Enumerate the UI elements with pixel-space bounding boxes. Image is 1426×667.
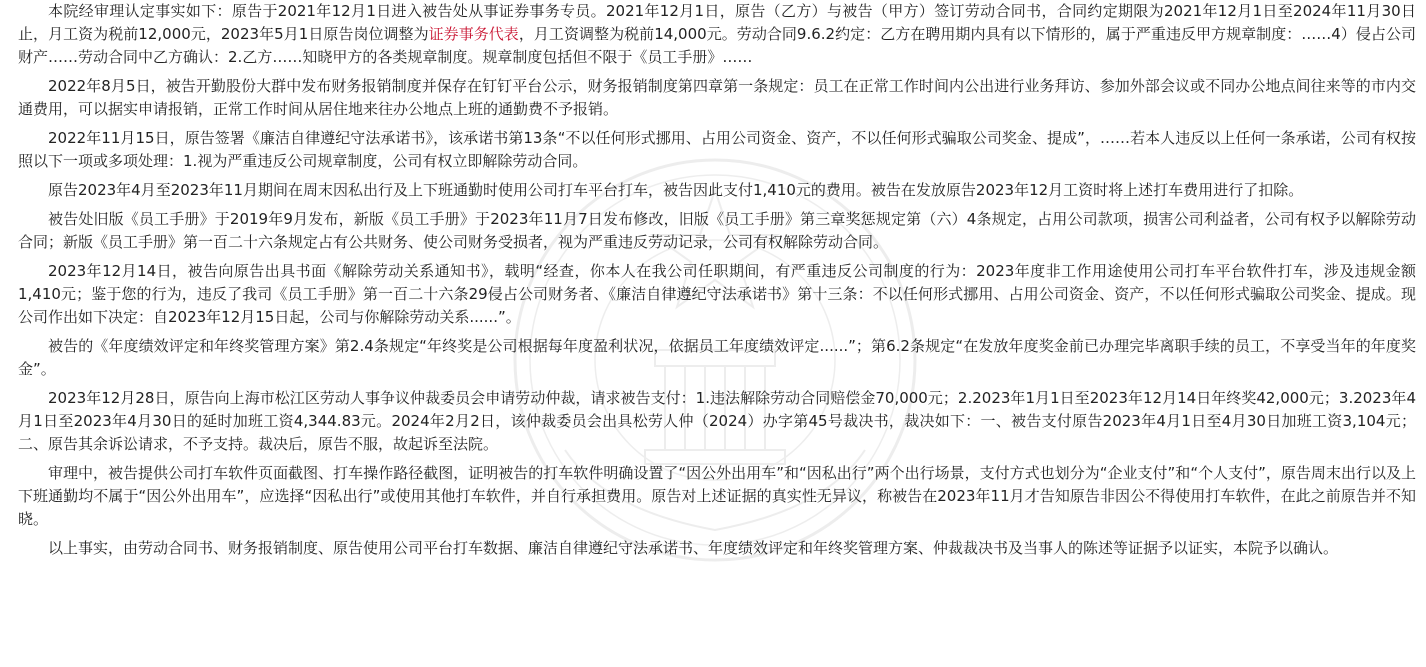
paragraph-employee-handbook: 被告处旧版《员工手册》于2019年9月发布，新版《员工手册》于2023年11月7日发布修改，旧版《员工手册》第三章奖惩规定第（六）4条规定，占用公司款项，损害公司利益者，公司有权予以解除劳动合同；新版《员工手册》第一百二十六条规定占有公共财务、使公司财务受损者，视为严重违反劳动记录，公司有权解除劳动合同。 xyxy=(18,210,1416,251)
paragraph-termination-notice: 2023年12月14日，被告向原告出具书面《解除劳动关系通知书》，载明“经查，你本人在我公司任职期间，有严重违反公司制度的行为：2023年度非工作用途使用公司打车平台软件打车，涉及违规金额1,410元；鉴于您的行为，违反了我司《员工手册》第一百二十六条29侵占公司财务者、《廉洁自律遵纪守法承诺书》第十三条：不以任何形式挪用、占用公司资金、资产，不以任何形式骗取公司奖金、提成。现公司作出如下决定：自2023年12月15日起，公司与你解除劳动关系......”。 xyxy=(18,262,1416,326)
highlighted-position: 证券事务代表 xyxy=(428,25,519,43)
paragraph-facts-part-a: 本院经审理认定事实如下：原告于2021年12月1日进入被告处从事证券事务专员。2021年12月1日，原告（乙方）与被告（甲方）签订劳动合同书，合同约定期限为2021年12月1日至2024年11月30日止，月工资为税前12,000元，2023年5月1日原告岗位调整为 xyxy=(18,2,1416,43)
paragraph-evidence: 审理中，被告提供公司打车软件页面截图、打车操作路径截图，证明被告的打车软件明确设置了“因公外出用车”和“因私出行”两个出行场景，支付方式也划分为“企业支付”和“个人支付”，原告周末出行以及上下班通勤均不属于“因公外出用车”，应选择“因私出行”或使用其他打车软件，并自行承担费用。原告对上述证据的真实性无异议，称被告在2023年11月才告知原告非因公不得使用打车软件，在此之前原告并不知晓。 xyxy=(18,464,1416,528)
paragraph-taxi-usage: 原告2023年4月至2023年11月期间在周末因私出行及上下班通勤时使用公司打车平台打车，被告因此支付1,410元的费用。被告在发放原告2023年12月工资时将上述打车费用进行了扣除。 xyxy=(48,181,1304,199)
paragraph-facts-part-b: ，月工资调整为税前14,000元。劳动合同9.6.2约定：乙方在聘用期内具有以下情形的，属于严重违反甲方规章制度：……4）侵占公司财产……劳动合同中乙方确认：2.乙方……知晓甲方的各类规章制度。规章制度包括但不限于《员工手册》…… xyxy=(18,25,1416,66)
paragraph-facts xyxy=(18,0,1416,69)
paragraph-bonus-policy: 被告的《年度绩效评定和年终奖管理方案》第2.4条规定“年终奖是公司根据每年度盈利状况，依据员工年度绩效评定......”；第6.2条规定“在发放年度奖金前已办理完毕离职手续的员工，不享受当年的年度奖金”。 xyxy=(18,337,1416,378)
paragraph-conclusion: 以上事实，由劳动合同书、财务报销制度、原告使用公司平台打车数据、廉洁自律遵纪守法承诺书、年度绩效评定和年终奖管理方案、仲裁裁决书及当事人的陈述等证据予以证实，本院予以确认。 xyxy=(48,539,1339,557)
paragraph-integrity-pledge: 2022年11月15日，原告签署《廉洁自律遵纪守法承诺书》，该承诺书第13条“不以任何形式挪用、占用公司资金、资产，不以任何形式骗取公司奖金、提成”，……若本人违反以上任何一条承诺，公司有权按照以下一项或多项处理：1.视为严重违反公司规章制度，公司有权立即解除劳动合同。 xyxy=(18,129,1416,170)
paragraph-reimbursement-policy: 2022年8月5日，被告开勤股份大群中发布财务报销制度并保存在钉钉平台公示，财务报销制度第四章第一条规定：员工在正常工作时间内公出进行业务拜访、参加外部会议或不同办公地点间往来等的市内交通费用，可以据实申请报销，正常工作时间从居住地来往办公地点上班的通勤费不予报销。 xyxy=(18,77,1416,118)
paragraph-arbitration: 2023年12月28日，原告向上海市松江区劳动人事争议仲裁委员会申请劳动仲裁，请求被告支付：1.违法解除劳动合同赔偿金70,000元；2.2023年1月1日至2023年12月14日年终奖42,000元；3.2023年4月1日至2023年4月30日的延时加班工资4,344.83元。2024年2月2日，该仲裁委员会出具松劳人仲（2024）办字第45号裁决书，裁决如下：一、被告支付原告2023年4月1日至4月30日加班工资3,104元；二、原告其余诉讼请求，不予支持。裁决后，原告不服，故起诉至法院。 xyxy=(18,389,1416,453)
